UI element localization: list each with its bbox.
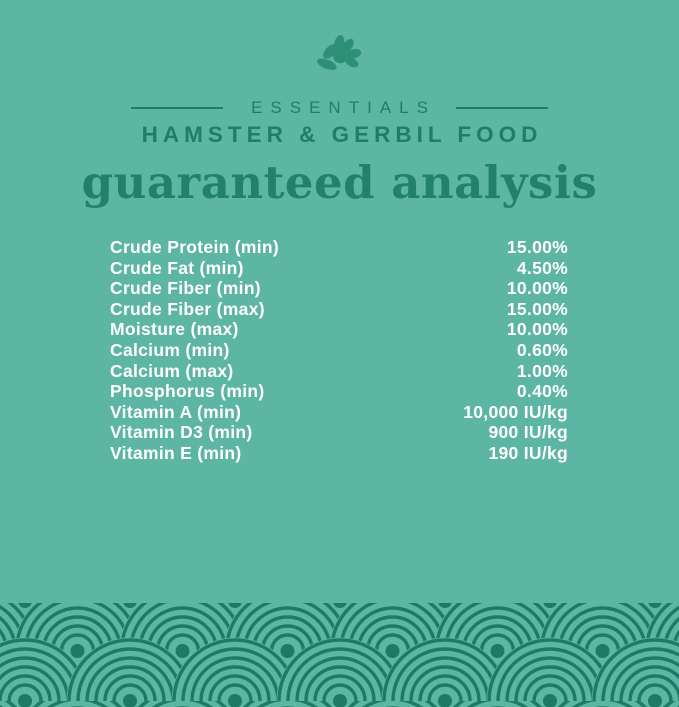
table-row (110, 319, 568, 340)
row-value: 10.00% (506, 319, 568, 340)
row-label: Vitamin E (min) (110, 442, 242, 463)
row-label: Phosphorus (min) (110, 381, 265, 402)
row-value: 900 IU/kg (488, 422, 568, 443)
table-row (110, 422, 568, 443)
table-row (110, 381, 568, 402)
header-icon-wrap (0, 28, 679, 76)
row-label: Crude Fiber (min) (110, 278, 261, 299)
row-value: 190 IU/kg (488, 442, 568, 463)
table-row (110, 361, 568, 382)
table-row (110, 402, 568, 423)
row-value: 0.40% (516, 381, 568, 402)
product-name: HAMSTER & GERBIL FOOD (141, 122, 543, 147)
row-value: 1.00% (516, 360, 568, 381)
wave-pattern-band (0, 603, 679, 707)
table-row (110, 237, 568, 258)
row-value: 10,000 IU/kg (463, 401, 568, 422)
row-label: Crude Fat (min) (110, 257, 244, 278)
brand-line: ESSENTIALS (251, 98, 436, 117)
row-label: Crude Fiber (max) (110, 298, 265, 319)
wave-pattern (0, 603, 679, 707)
page-title: guaranteed analysis (81, 156, 598, 209)
row-label: Vitamin A (min) (110, 401, 242, 422)
divider-right (456, 107, 548, 109)
row-value: 15.00% (506, 298, 568, 319)
product-label (0, 28, 679, 707)
analysis-table (110, 237, 568, 464)
row-value: 4.50% (516, 257, 568, 278)
row-label: Calcium (min) (110, 339, 230, 360)
row-label: Vitamin D3 (min) (110, 422, 253, 443)
brand-row (0, 98, 679, 118)
leaf-sprig-icon (315, 28, 365, 76)
table-row (110, 278, 568, 299)
row-label: Moisture (max) (110, 319, 239, 340)
table-row (110, 443, 568, 464)
row-value: 0.60% (516, 339, 568, 360)
divider-left (131, 107, 223, 109)
row-label: Crude Protein (min) (110, 237, 280, 257)
row-value: 10.00% (506, 278, 568, 299)
row-label: Calcium (max) (110, 360, 234, 381)
table-row (110, 299, 568, 320)
row-value: 15.00% (506, 237, 568, 257)
table-row (110, 340, 568, 361)
table-row (110, 258, 568, 279)
